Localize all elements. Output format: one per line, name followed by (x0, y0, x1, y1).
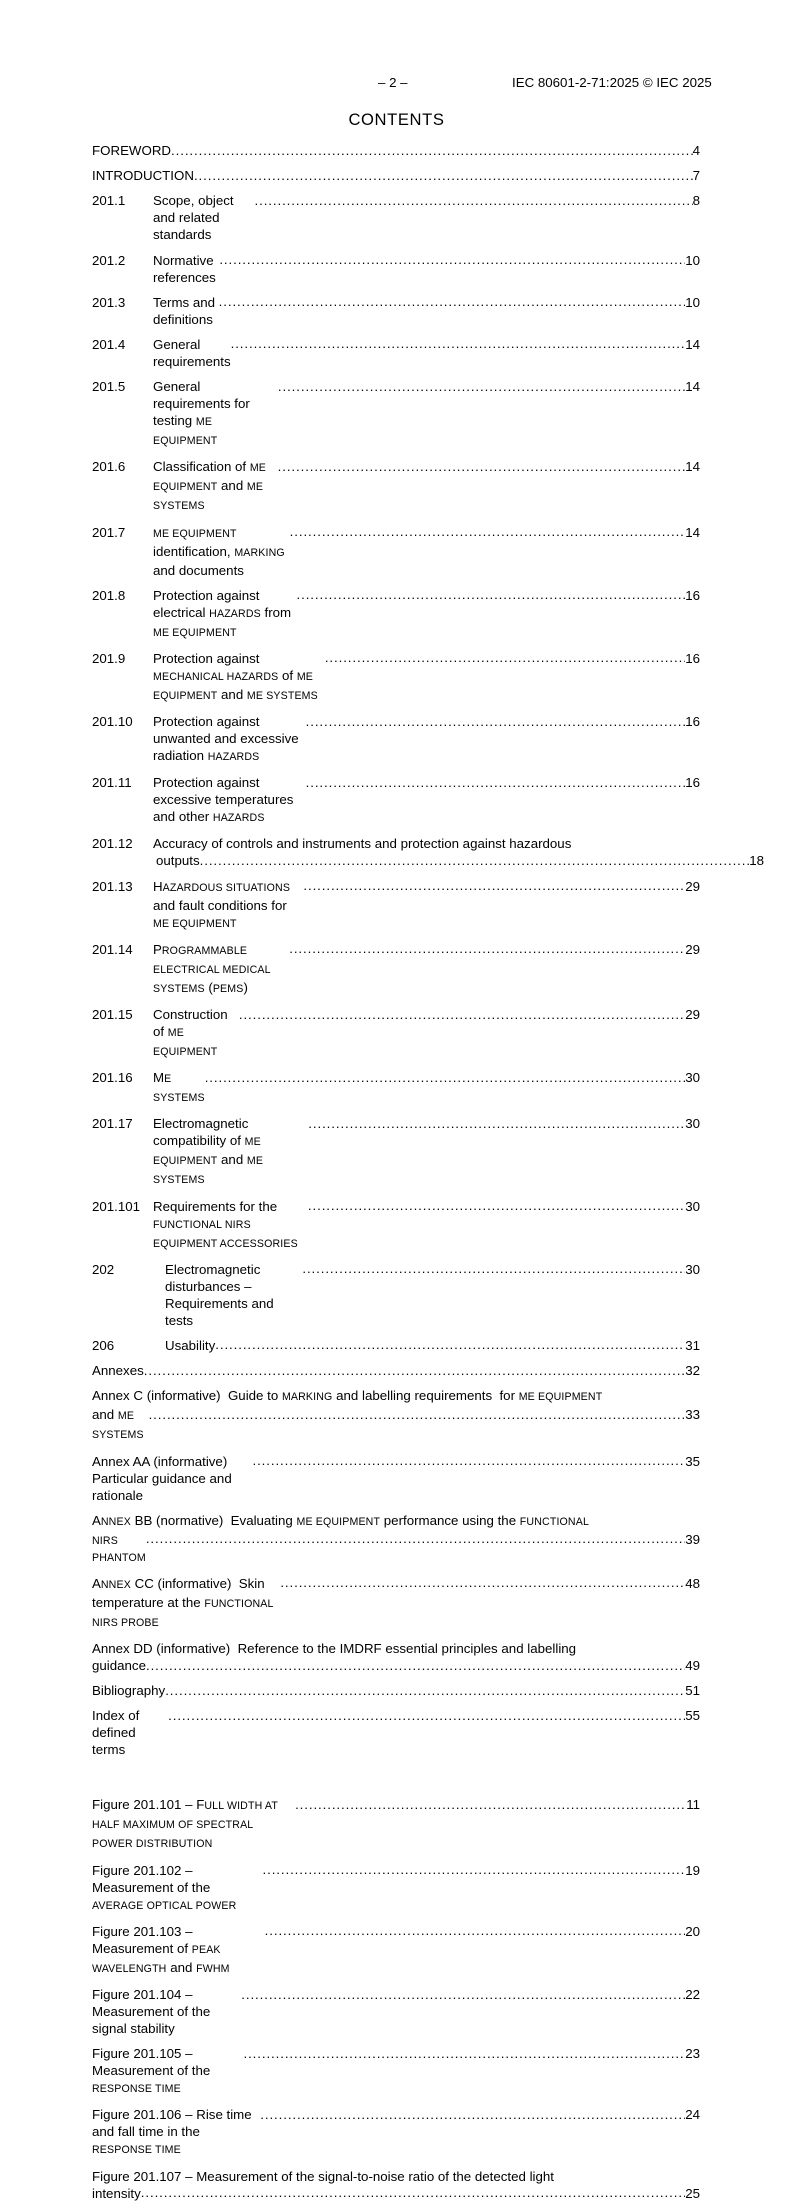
figure-entry[interactable] (92, 2045, 700, 2098)
figure-entry-page: 22 (685, 1987, 700, 2002)
toc-entry-page: 14 (685, 459, 700, 475)
toc-entry-page: 14 (685, 524, 700, 540)
toc-entry-annex[interactable] (92, 1387, 700, 1444)
figure-entry[interactable] (92, 2106, 700, 2159)
figure-entry-page: 24 (685, 2107, 700, 2123)
page-title: CONTENTS (348, 110, 445, 129)
toc-entry-label-cont: outputs (156, 853, 204, 869)
page-header (92, 74, 712, 92)
list-of-figures (92, 1796, 700, 2201)
toc-entry-label: Construction of ME EQUIPMENT (153, 1007, 232, 1058)
toc-entry-annex[interactable] (92, 1707, 700, 1758)
leader-dots (239, 1006, 685, 1023)
toc-entry-label: Annex DD (informative) Reference to the IMDRF essential principles and labelling (92, 1641, 577, 1657)
toc-entry-number: 201.10 (92, 714, 133, 730)
toc-entry-page: 49 (685, 1658, 700, 1674)
figure-entry[interactable] (92, 1986, 700, 2037)
toc-entry-number: 201.13 (92, 878, 133, 894)
toc-entry-label: HAZARDOUS SITUATIONS and fault conditions for ME EQUIPMENT (153, 878, 294, 930)
leader-dots (308, 1197, 685, 1214)
toc-entry-label: ME SYSTEMS (153, 1070, 205, 1105)
toc-entry-label: Protection against electrical HAZARDS from ME EQUIPMENT (153, 587, 295, 639)
toc-entry[interactable] (92, 336, 700, 370)
toc-entry-label: Annexes (92, 1363, 148, 1379)
toc-entry-label: Requirements for the FUNCTIONAL NIRS EQUIPMENT ACCESSORIES (153, 1198, 298, 1250)
toc-entry[interactable] (92, 878, 700, 933)
toc-entry-annex[interactable] (92, 1512, 700, 1567)
toc-entry-page: 32 (685, 1363, 700, 1379)
toc-entry-page: 48 (685, 1575, 700, 1591)
figure-entry[interactable] (92, 2168, 700, 2202)
toc-entry[interactable] (92, 378, 700, 450)
header-page-number: – 2 – (378, 75, 408, 90)
toc-entry[interactable] (92, 1261, 700, 1329)
toc-entry-page: 14 (685, 379, 700, 395)
toc-entry[interactable] (92, 142, 700, 159)
toc-entry-page: 31 (685, 1337, 700, 1353)
leader-dots (280, 1574, 685, 1591)
toc-entry-page: 7 (692, 168, 700, 184)
leader-dots (306, 774, 686, 791)
toc-entry-annex[interactable] (92, 1575, 700, 1632)
leader-dots (165, 1682, 685, 1699)
toc-entry[interactable] (92, 713, 700, 766)
toc-entry-number: 201.15 (92, 1007, 133, 1022)
figure-entry-page: 19 (685, 1862, 700, 1878)
toc-entry[interactable] (92, 835, 764, 869)
figure-entry[interactable] (92, 1923, 700, 1978)
leader-dots (194, 167, 693, 184)
leader-dots (265, 1922, 686, 1939)
figure-entry-label: Figure 201.102 – Measurement of the AVERAGE OPTICAL POWER (92, 1862, 237, 1912)
leader-dots (255, 192, 693, 209)
toc-entry-number: 201.9 (92, 650, 126, 666)
toc-entry[interactable] (92, 1337, 700, 1354)
figure-entry-page: 20 (685, 1923, 700, 1939)
toc-entry-number: 201.14 (92, 941, 133, 957)
toc-entry-page: 14 (685, 336, 700, 352)
toc-entry-page: 8 (692, 193, 700, 209)
toc-entry-page: 16 (685, 775, 700, 791)
leader-dots (200, 852, 750, 869)
figure-entry-label-cont: intensity (92, 2185, 145, 2201)
leader-dots (260, 2106, 685, 2123)
toc-entry-number: 201.3 (92, 294, 126, 310)
toc-entry-page: 30 (685, 1070, 700, 1086)
toc-entry-number: 201.5 (92, 379, 126, 395)
leader-dots (303, 877, 685, 894)
leader-dots (168, 1707, 685, 1724)
toc-entry-label-cont: guidance (92, 1658, 150, 1674)
toc-entry-page: 10 (685, 294, 700, 310)
toc-entry-label-cont: NIRS PHANTOM (92, 1534, 146, 1564)
toc-entry-label: Protection against excessive temperatures and other HAZARDS (153, 775, 298, 825)
toc-entry-page: 39 (685, 1531, 700, 1547)
leader-dots (325, 649, 685, 666)
toc-entry-label: Annex AA (informative) Particular guidance and rationale (92, 1453, 236, 1503)
toc-entry[interactable] (92, 941, 700, 998)
figure-entry-page: 11 (686, 1797, 700, 1813)
header-document-reference: IEC 80601-2-71:2025 © IEC 2025 (512, 75, 712, 90)
toc-entry-number: 201.101 (92, 1198, 141, 1214)
toc-entry-label: Electromagnetic disturbances – Requirements and tests (165, 1261, 278, 1328)
leader-dots (278, 378, 685, 395)
figure-entry-label: Figure 201.105 – Measurement of the RESPONSE TIME (92, 2046, 214, 2096)
toc-entry-page: 35 (685, 1453, 700, 1469)
toc-entry[interactable] (92, 294, 700, 328)
toc-entry-label: Protection against unwanted and excessive radiation HAZARDS (153, 714, 303, 764)
toc-entry-label: ANNEX BB (normative) Evaluating ME EQUIPMENT performance using the FUNCTIONAL (92, 1512, 589, 1528)
toc-entry-page: 33 (685, 1407, 700, 1423)
leader-dots (263, 1861, 686, 1878)
toc-entry-number: 201.7 (92, 524, 126, 540)
toc-entry[interactable] (92, 1006, 700, 1061)
toc-entry-annex[interactable] (92, 1362, 700, 1379)
toc-entry-page: 16 (685, 714, 700, 730)
toc-entry-label: Scope, object and related standards (153, 193, 238, 243)
toc-entry-annex[interactable] (92, 1453, 700, 1504)
leader-dots (302, 1260, 685, 1277)
leader-dots (146, 1530, 685, 1547)
toc-entry-number: 201.8 (92, 587, 126, 603)
leader-dots (231, 335, 686, 352)
leader-dots (289, 940, 685, 957)
toc-entry-label: PROGRAMMABLE ELECTRICAL MEDICAL SYSTEMS (PEMS) (153, 941, 274, 995)
leader-dots (219, 251, 685, 268)
toc-entry[interactable] (92, 524, 700, 579)
leader-dots (205, 1069, 686, 1086)
toc-entry-label: ANNEX CC (informative) Skin temperature at the FUNCTIONAL NIRS PROBE (92, 1575, 277, 1629)
toc-entry-label: Protection against MECHANICAL HAZARDS of ME EQUIPMENT and ME SYSTEMS (153, 650, 318, 702)
leader-dots (306, 713, 686, 730)
toc-entry-page: 29 (685, 1007, 700, 1022)
leader-dots (295, 1796, 686, 1813)
figure-entry-label: Figure 201.104 – Measurement of the signal stability (92, 1987, 214, 2036)
leader-dots (241, 1986, 685, 2003)
toc-entry-label: Terms and definitions (153, 294, 219, 327)
leader-dots (171, 142, 693, 159)
toc-entry-label: Classification of ME EQUIPMENT and ME SYSTEMS (153, 459, 270, 513)
toc-entry[interactable] (92, 587, 700, 642)
toc-entry-label: ME EQUIPMENT identification, MARKING and documents (153, 524, 289, 578)
toc-entry-number: 201.16 (92, 1070, 133, 1086)
toc-entry-page: 18 (749, 853, 764, 869)
toc-entry-page: 29 (685, 941, 700, 957)
toc-entry-number: 201.6 (92, 459, 126, 475)
toc-entry[interactable] (92, 1069, 700, 1107)
toc-entry-page: 16 (685, 650, 700, 666)
toc-entry-number: 202 (92, 1261, 115, 1277)
leader-dots (290, 523, 686, 540)
toc-entry-label: INTRODUCTION (92, 168, 194, 184)
toc-entry-page: 30 (685, 1116, 700, 1132)
toc-entry-label: Bibliography (92, 1683, 166, 1699)
toc-entry-annex[interactable] (92, 1682, 700, 1699)
leader-dots (297, 586, 686, 603)
figure-entry-page: 23 (685, 2046, 700, 2062)
toc-entry-page: 10 (685, 252, 700, 268)
toc-entry-annex[interactable] (92, 1640, 700, 1674)
leader-dots (215, 1336, 685, 1353)
toc-entry-page: 30 (685, 1198, 700, 1214)
figure-entry[interactable] (92, 1796, 700, 1853)
leader-dots (146, 1657, 685, 1674)
toc-entry-label: FOREWORD (92, 143, 172, 158)
toc-entry-page: 55 (685, 1708, 700, 1724)
leader-dots (243, 2045, 685, 2062)
leader-dots (278, 458, 686, 475)
toc-entry-label: Electromagnetic compatibility of ME EQUIPMENT and ME SYSTEMS (153, 1116, 267, 1187)
leader-dots (252, 1452, 685, 1469)
toc-entry-page: 4 (692, 143, 700, 158)
toc-entry-number: 201.2 (92, 252, 126, 268)
toc-entry-page: 30 (685, 1261, 700, 1277)
leader-dots (308, 1115, 685, 1132)
leader-dots (144, 1362, 685, 1379)
toc-entry-page: 16 (685, 587, 700, 603)
toc-entry-label: Usability (165, 1337, 216, 1353)
figure-entry-label: Figure 201.106 – Rise time and fall time in the RESPONSE TIME (92, 2107, 256, 2157)
toc-entry-number: 201.4 (92, 336, 126, 352)
toc-entry-page: 51 (685, 1683, 700, 1699)
toc-entry-page: 29 (685, 878, 700, 894)
toc-entry[interactable] (92, 1115, 700, 1189)
toc-entry[interactable] (92, 1198, 700, 1253)
leader-dots (141, 2184, 685, 2201)
toc-entry[interactable] (92, 458, 700, 515)
table-of-contents (92, 142, 764, 2210)
figure-entry-label: Figure 201.101 – FULL WIDTH AT HALF MAXIMUM OF SPECTRAL POWER DISTRIBUTION (92, 1797, 281, 1851)
toc-entry-label: Normative references (153, 252, 220, 285)
toc-entry-label: Accuracy of controls and instruments and protection against hazardous (153, 836, 572, 852)
toc-entry-label-cont: and ME SYSTEMS (92, 1407, 144, 1442)
toc-entry[interactable] (92, 167, 700, 184)
leader-dots (219, 293, 686, 310)
toc-entry-number: 201.17 (92, 1116, 133, 1132)
leader-dots (149, 1406, 686, 1423)
figure-entry-page: 25 (685, 2185, 700, 2201)
toc-entry-number: 206 (92, 1337, 115, 1353)
figure-entry-label: Figure 201.107 – Measurement of the signal-to-noise ratio of the detected light (92, 2168, 554, 2184)
toc-entry-number: 201.1 (92, 193, 126, 209)
toc-entry[interactable] (92, 252, 700, 286)
toc-entry[interactable] (92, 650, 700, 705)
toc-entry[interactable] (92, 774, 700, 827)
toc-entry-label: Annex C (informative) Guide to MARKING and labelling requirements for ME EQUIPMENT (92, 1388, 603, 1404)
figure-entry[interactable] (92, 1862, 700, 1915)
figure-entry-label: Figure 201.103 – Measurement of PEAK WAVELENGTH and FWHM (92, 1923, 230, 1975)
toc-entry-number: 201.11 (92, 775, 132, 791)
toc-entry-number: 201.12 (92, 836, 133, 852)
toc-entry-label: General requirements for testing ME EQUIPMENT (153, 379, 254, 448)
toc-entry-label: Index of defined terms (92, 1708, 144, 1758)
toc-entry[interactable] (92, 192, 700, 243)
toc-entry-label: General requirements (153, 336, 231, 369)
